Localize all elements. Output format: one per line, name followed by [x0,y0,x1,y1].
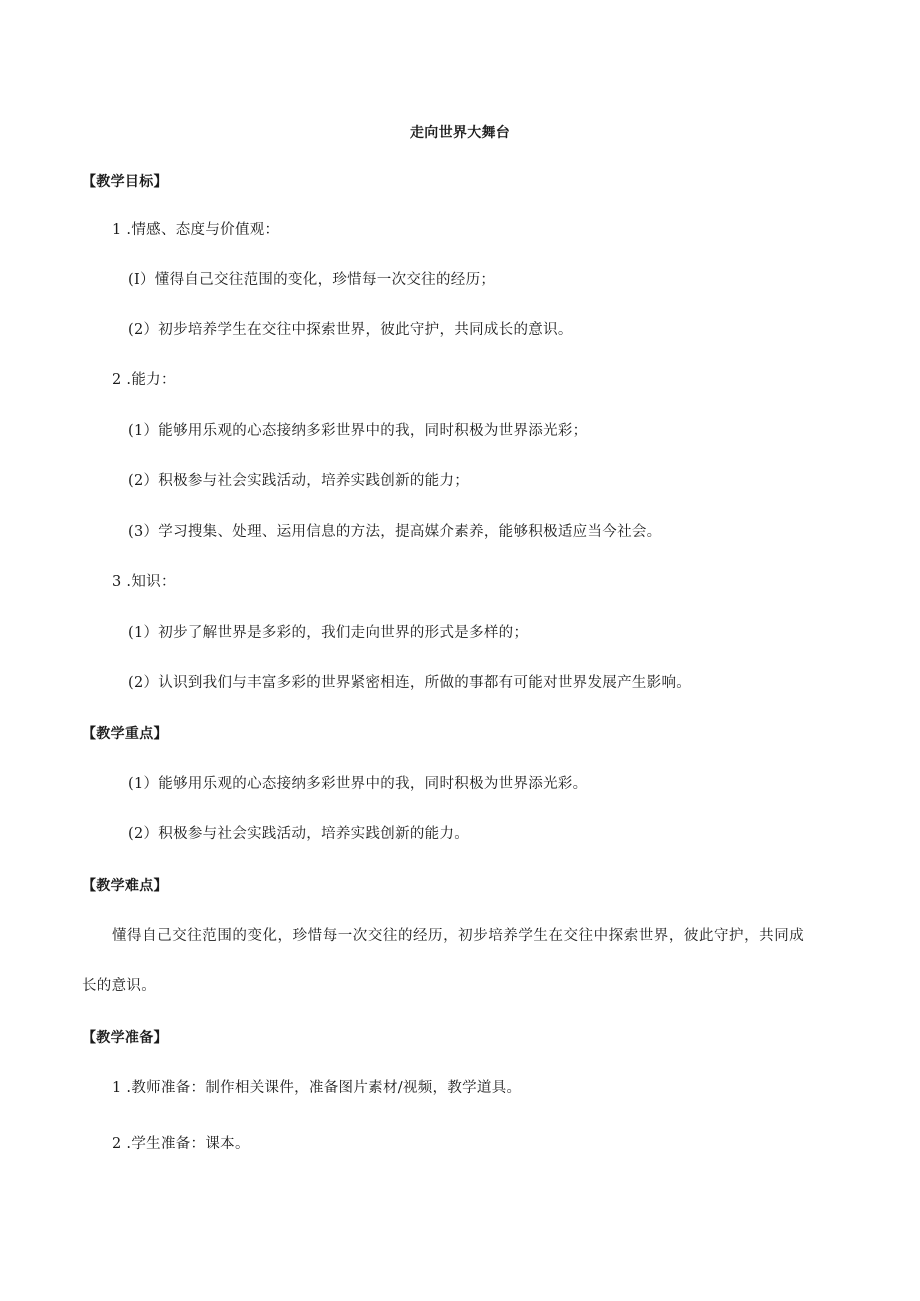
key-point-item: (2）积极参与社会实践活动，培养实践创新的能力。 [128,826,470,842]
preparation-item: 2 .学生准备：课本。 [112,1136,250,1152]
key-point-item: (1）能够用乐观的心态接纳多彩世界中的我，同时积极为世界添光彩。 [128,776,588,792]
objective-group-label: 3 .知识： [112,574,176,590]
section-heading-preparation: 【教学准备】 [82,1030,168,1046]
objective-group-label: 1 .情感、态度与价值观： [112,222,280,238]
document-title: 走向世界大舞台 [410,125,511,141]
objective-item: (I）懂得自己交往范围的变化，珍惜每一次交往的经历； [128,272,496,288]
preparation-item: 1 .教师准备：制作相关课件，准备图片素材/视频，教学道具。 [112,1080,522,1096]
objective-item: (3）学习搜集、处理、运用信息的方法，提高媒介素养，能够积极适应当今社会。 [128,524,662,540]
objective-item: (1）初步了解世界是多彩的，我们走向世界的形式是多样的； [128,625,529,641]
objective-item: (2）认识到我们与丰富多彩的世界紧密相连，所做的事都有可能对世界发展产生影响。 [128,675,692,691]
section-heading-objectives: 【教学目标】 [82,174,168,190]
objective-item: (2）初步培养学生在交往中探索世界，彼此守护，共同成长的意识。 [128,322,573,338]
objective-item: (1）能够用乐观的心态接纳多彩世界中的我，同时积极为世界添光彩； [128,423,588,439]
section-heading-key-points: 【教学重点】 [82,726,168,742]
section-heading-difficulties: 【教学难点】 [82,878,168,894]
difficulty-paragraph-line: 懂得自己交往范围的变化，珍惜每一次交往的经历，初步培养学生在交往中探索世界，彼此守护，共同成 [112,928,805,944]
objective-group-label: 2 .能力： [112,372,176,388]
difficulty-paragraph-line: 长的意识。 [82,978,156,994]
objective-item: (2）积极参与社会实践活动，培养实践创新的能力； [128,473,470,489]
